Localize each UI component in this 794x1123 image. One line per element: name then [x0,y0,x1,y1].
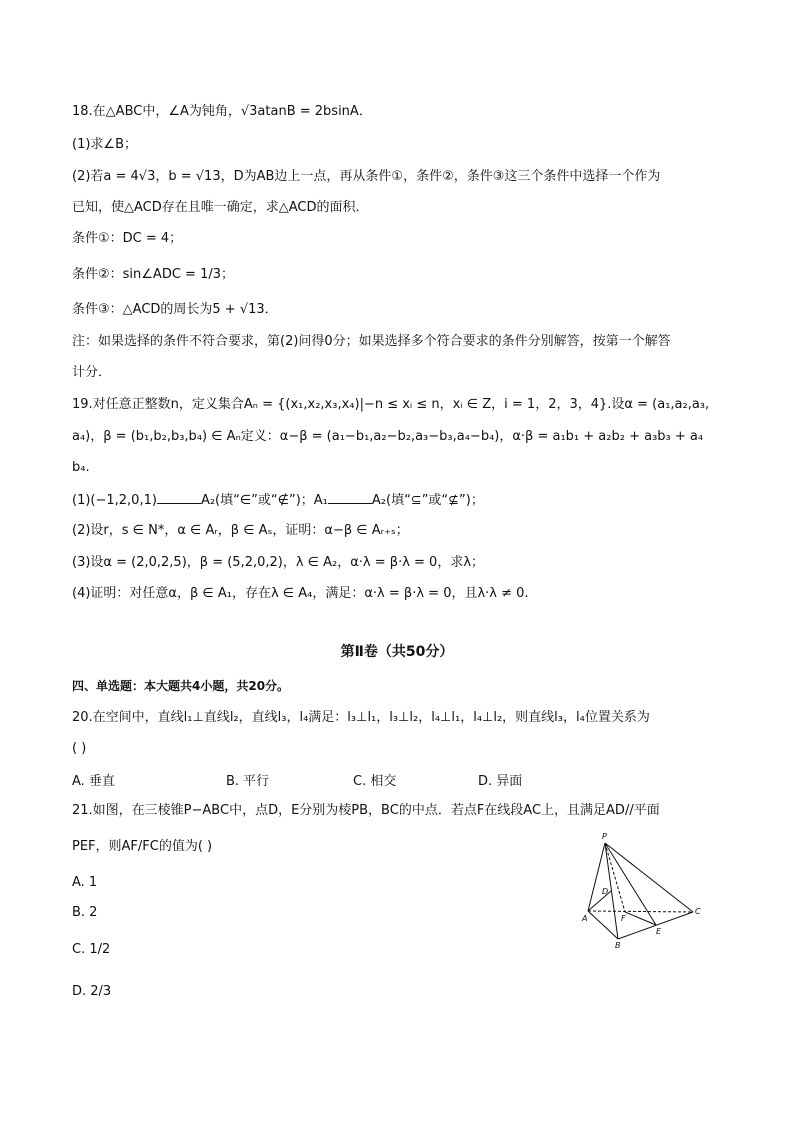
label-e: E [656,927,662,936]
q20-option-b[interactable]: B. 平行 [226,774,270,789]
segment-fe [625,912,656,925]
q20-option-d[interactable]: D. 异面 [478,774,523,789]
q20-option-a[interactable]: A. 垂直 [72,774,115,789]
q19-part2: (2)设r，s ∈ N*，α ∈ Aᵣ，β ∈ Aₛ，证明：α−β ∈ Aᵣ₊ₛ； [72,523,409,538]
label-f: F [621,914,626,923]
edge-ab [588,911,618,939]
q20-line2: ( ) [72,741,87,756]
q21-line1: 21.如图，在三棱锥P−ABC中，点D，E分别为棱PB，BC的中点．若点F在线段AC上，且满足AD//平面 [72,803,660,818]
q19-part1-post: A₂(填“⊆”或“⊈”)； [371,493,484,508]
section-title: 第Ⅱ卷（共50分） [340,644,454,660]
label-d: D [602,887,609,896]
edge-pc [605,843,693,912]
q21-option-b[interactable]: B. 2 [72,905,98,920]
q21-option-d[interactable]: D. 2/3 [72,984,112,999]
label-c: C [695,907,701,916]
q18-stem: 18.在△ABC中，∠A为钝角，√3atanB = 2bsinA． [72,104,372,119]
q18-part2-line2: 已知，使△ACD存在且唯一确定，求△ACD的面积． [72,200,369,215]
edge-pa [588,843,605,911]
q18-note-line2: 计分． [72,365,112,380]
q21-option-a[interactable]: A. 1 [72,875,98,890]
answer-blank-1[interactable] [157,491,201,504]
q18-condition1: 条件①：DC = 4； [72,231,183,246]
q19-part1-pre: (1)(−1,2,0,1) [72,493,157,508]
section-heading: 四、单选题：本大题共4小题，共20分。 [72,679,290,693]
q19-line3: b₄. [72,460,90,475]
edge-ac-hidden [588,911,693,912]
q18-condition2: 条件②：sin∠ADC = 1/3； [72,267,234,282]
q20-line1: 20.在空间中，直线l₁⊥直线l₂，直线l₃，l₄满足：l₃⊥l₁，l₃⊥l₂，l₄⊥l₁，l₄⊥l₂，则直线l₃，l₄位置关系为 [72,710,650,725]
q19-part4: (4)证明：对任意α，β ∈ A₁，存在λ ∈ A₄，满足：α·λ = β·λ = 0，且λ·λ ≠ 0. [72,586,529,601]
answer-blank-2[interactable] [328,491,372,504]
q18-note-line1: 注：如果选择的条件不符合要求，第(2)问得0分；如果选择多个符合要求的条件分别解答，按第一个解答 [72,334,671,349]
q18-part2-line1: (2)若a = 4√3，b = √13，D为AB边上一点，再从条件①，条件②，条件③这三个条件中选择一个作为 [72,169,661,184]
label-p: P [602,832,607,841]
q20-option-c[interactable]: C. 相交 [353,774,397,789]
q19-part1-mid: A₂(填“∈”或“∉”)；A₁ [200,493,328,508]
pyramid-figure [580,828,710,952]
segment-pe [605,843,656,925]
q19-line2: a₄)，β = (b₁,b₂,b₃,b₄) ∈ Aₙ定义：α−β = (a₁−b₁,a₂−b₂,a₃−b₃,a₄−b₄)，α·β = a₁b₁ + a₂b₂ + a₃b₃ + a₄ [72,429,704,444]
label-b: B [615,941,621,950]
label-a: A [582,914,588,923]
q19-part1 [72,491,484,510]
segment-pf-hidden [605,843,625,912]
q19-part3: (3)设α = (2,0,2,5)，β = (5,2,0,2)，λ ∈ A₂，α·λ = β·λ = 0，求λ； [72,555,485,570]
q18-part1: (1)求∠B； [72,137,137,152]
q21-line2: PEF，则AF/FC的值为( ) [72,839,213,854]
q19-line1: 19.对任意正整数n，定义集合Aₙ = {(x₁,x₂,x₃,x₄)|−n ≤ xᵢ ≤ n，xᵢ ∈ Z，i = 1，2，3，4}.设α = (a₁,a₂,a₃, [72,397,710,412]
q21-option-c[interactable]: C. 1/2 [72,942,111,957]
q18-condition3: 条件③：△ACD的周长为5 + √13． [72,302,278,317]
